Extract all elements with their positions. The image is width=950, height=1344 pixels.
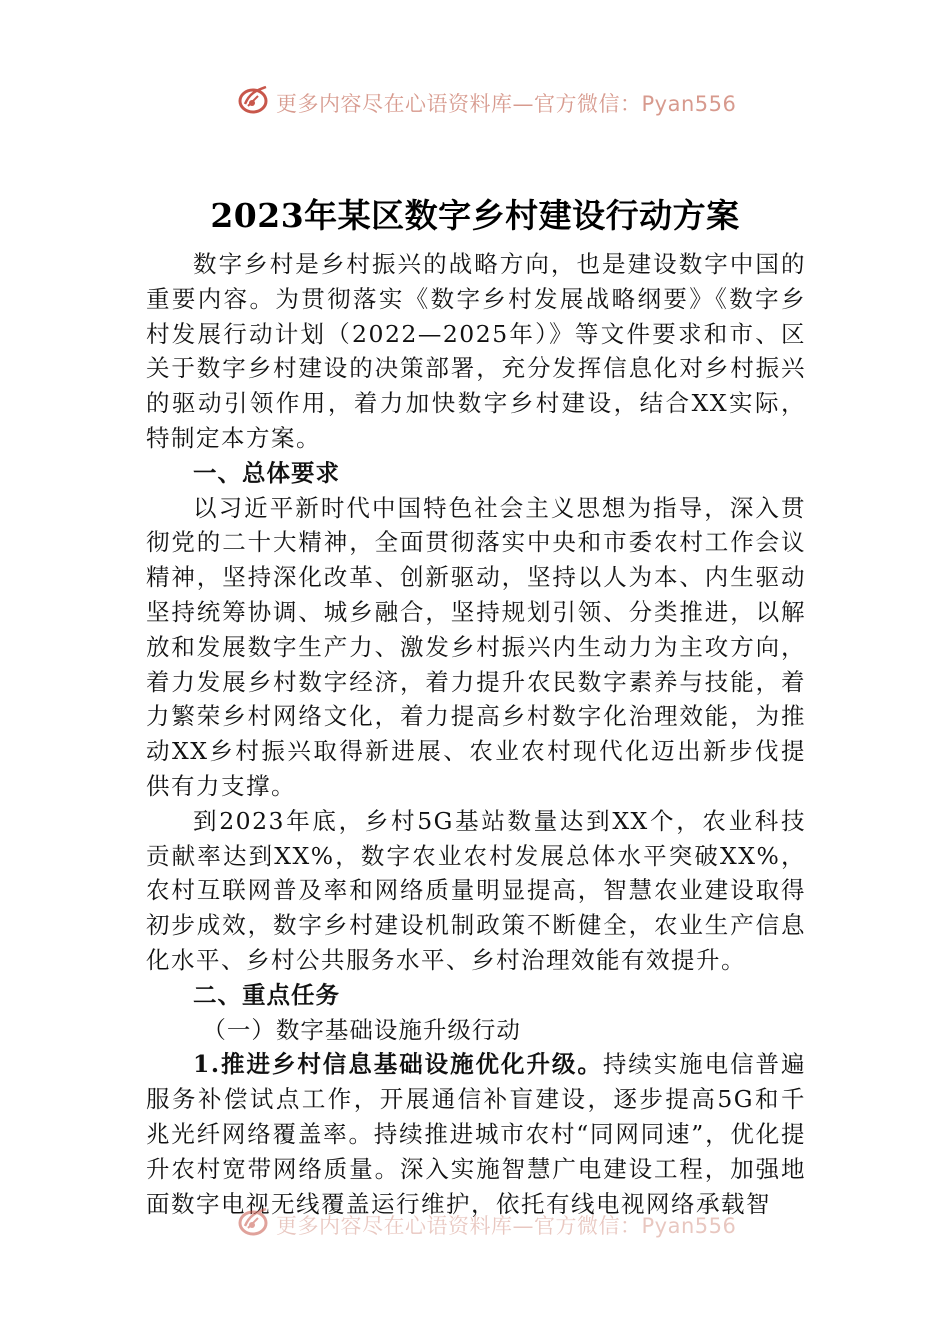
watermark-footer [0, 1202, 950, 1242]
document-body [146, 247, 806, 1219]
targets-paragraph: 到2023年底，乡村5G基站数量达到XX个，农业科技贡献率达到XX%，数字农业农村发展总体水平突破XX%，农村互联网普及率和网络质量明显提高，智慧农业建设取得初步成效，数字乡村建设机制政策不断健全，农业生产信息化水平、乡村公共服务水平、乡村治理效能有效提升。 [146, 806, 806, 974]
watermark-text: 更多内容尽在心语资料库—官方微信：Pyan556 [276, 1214, 737, 1238]
item-1-body: 持续实施电信普遍服务补偿试点工作，开展通信补盲建设，逐步提高5G和千兆光纤网络覆盖率。持续推进城市农村“同网同速”，优化提升农村宽带网络质量。深入实施智慧广电建设工程，加强地面数字电视无线覆盖运行维护，依托有线电视网络承载智 [146, 1050, 806, 1218]
document-title: 2023年某区数字乡村建设行动方案 [210, 196, 740, 235]
watermark-header [0, 80, 950, 120]
item-1-clip [146, 1047, 806, 1219]
logo-icon [236, 84, 270, 116]
watermark-text: 更多内容尽在心语资料库—官方微信：Pyan556 [276, 92, 737, 116]
intro-paragraph: 数字乡村是乡村振兴的战略方向，也是建设数字中国的重要内容。为贯彻落实《数字乡村发展战略纲要》《数字乡村发展行动计划（2022—2025年）》等文件要求和市、区关于数字乡村建设的决策部署，充分发挥信息化对乡村振兴的驱动引领作用，着力加快数字乡村建设，结合XX实际，特制定本方案。 [146, 250, 806, 452]
section-heading-general-requirements: 一、总体要求 [193, 458, 340, 487]
item-1-paragraph [146, 1047, 806, 1219]
logo-icon [236, 1206, 270, 1238]
section-heading-key-tasks: 二、重点任务 [193, 980, 340, 1009]
guiding-principles-paragraph: 以习近平新时代中国特色社会主义思想为指导，深入贯彻党的二十大精神，全面贯彻落实中央和市委农村工作会议精神，坚持深化改革、创新驱动，坚持以人为本、内生驱动坚持统筹协调、城乡融合，坚持规划引领、分类推进，以解放和发展数字生产力、激发乡村振兴内生动力为主攻方向，着力发展乡村数字经济，着力提升农民数字素养与技能，着力繁荣乡村网络文化，着力提高乡村数字化治理效能，为推动XX乡村振兴取得新进展、农业农村现代化迈出新步伐提供有力支撑。 [146, 493, 806, 800]
subsection-heading-digital-infrastructure: （一）数字基础设施升级行动 [202, 1015, 521, 1044]
item-1-lead: 1.推进乡村信息基础设施优化升级。 [193, 1050, 603, 1079]
